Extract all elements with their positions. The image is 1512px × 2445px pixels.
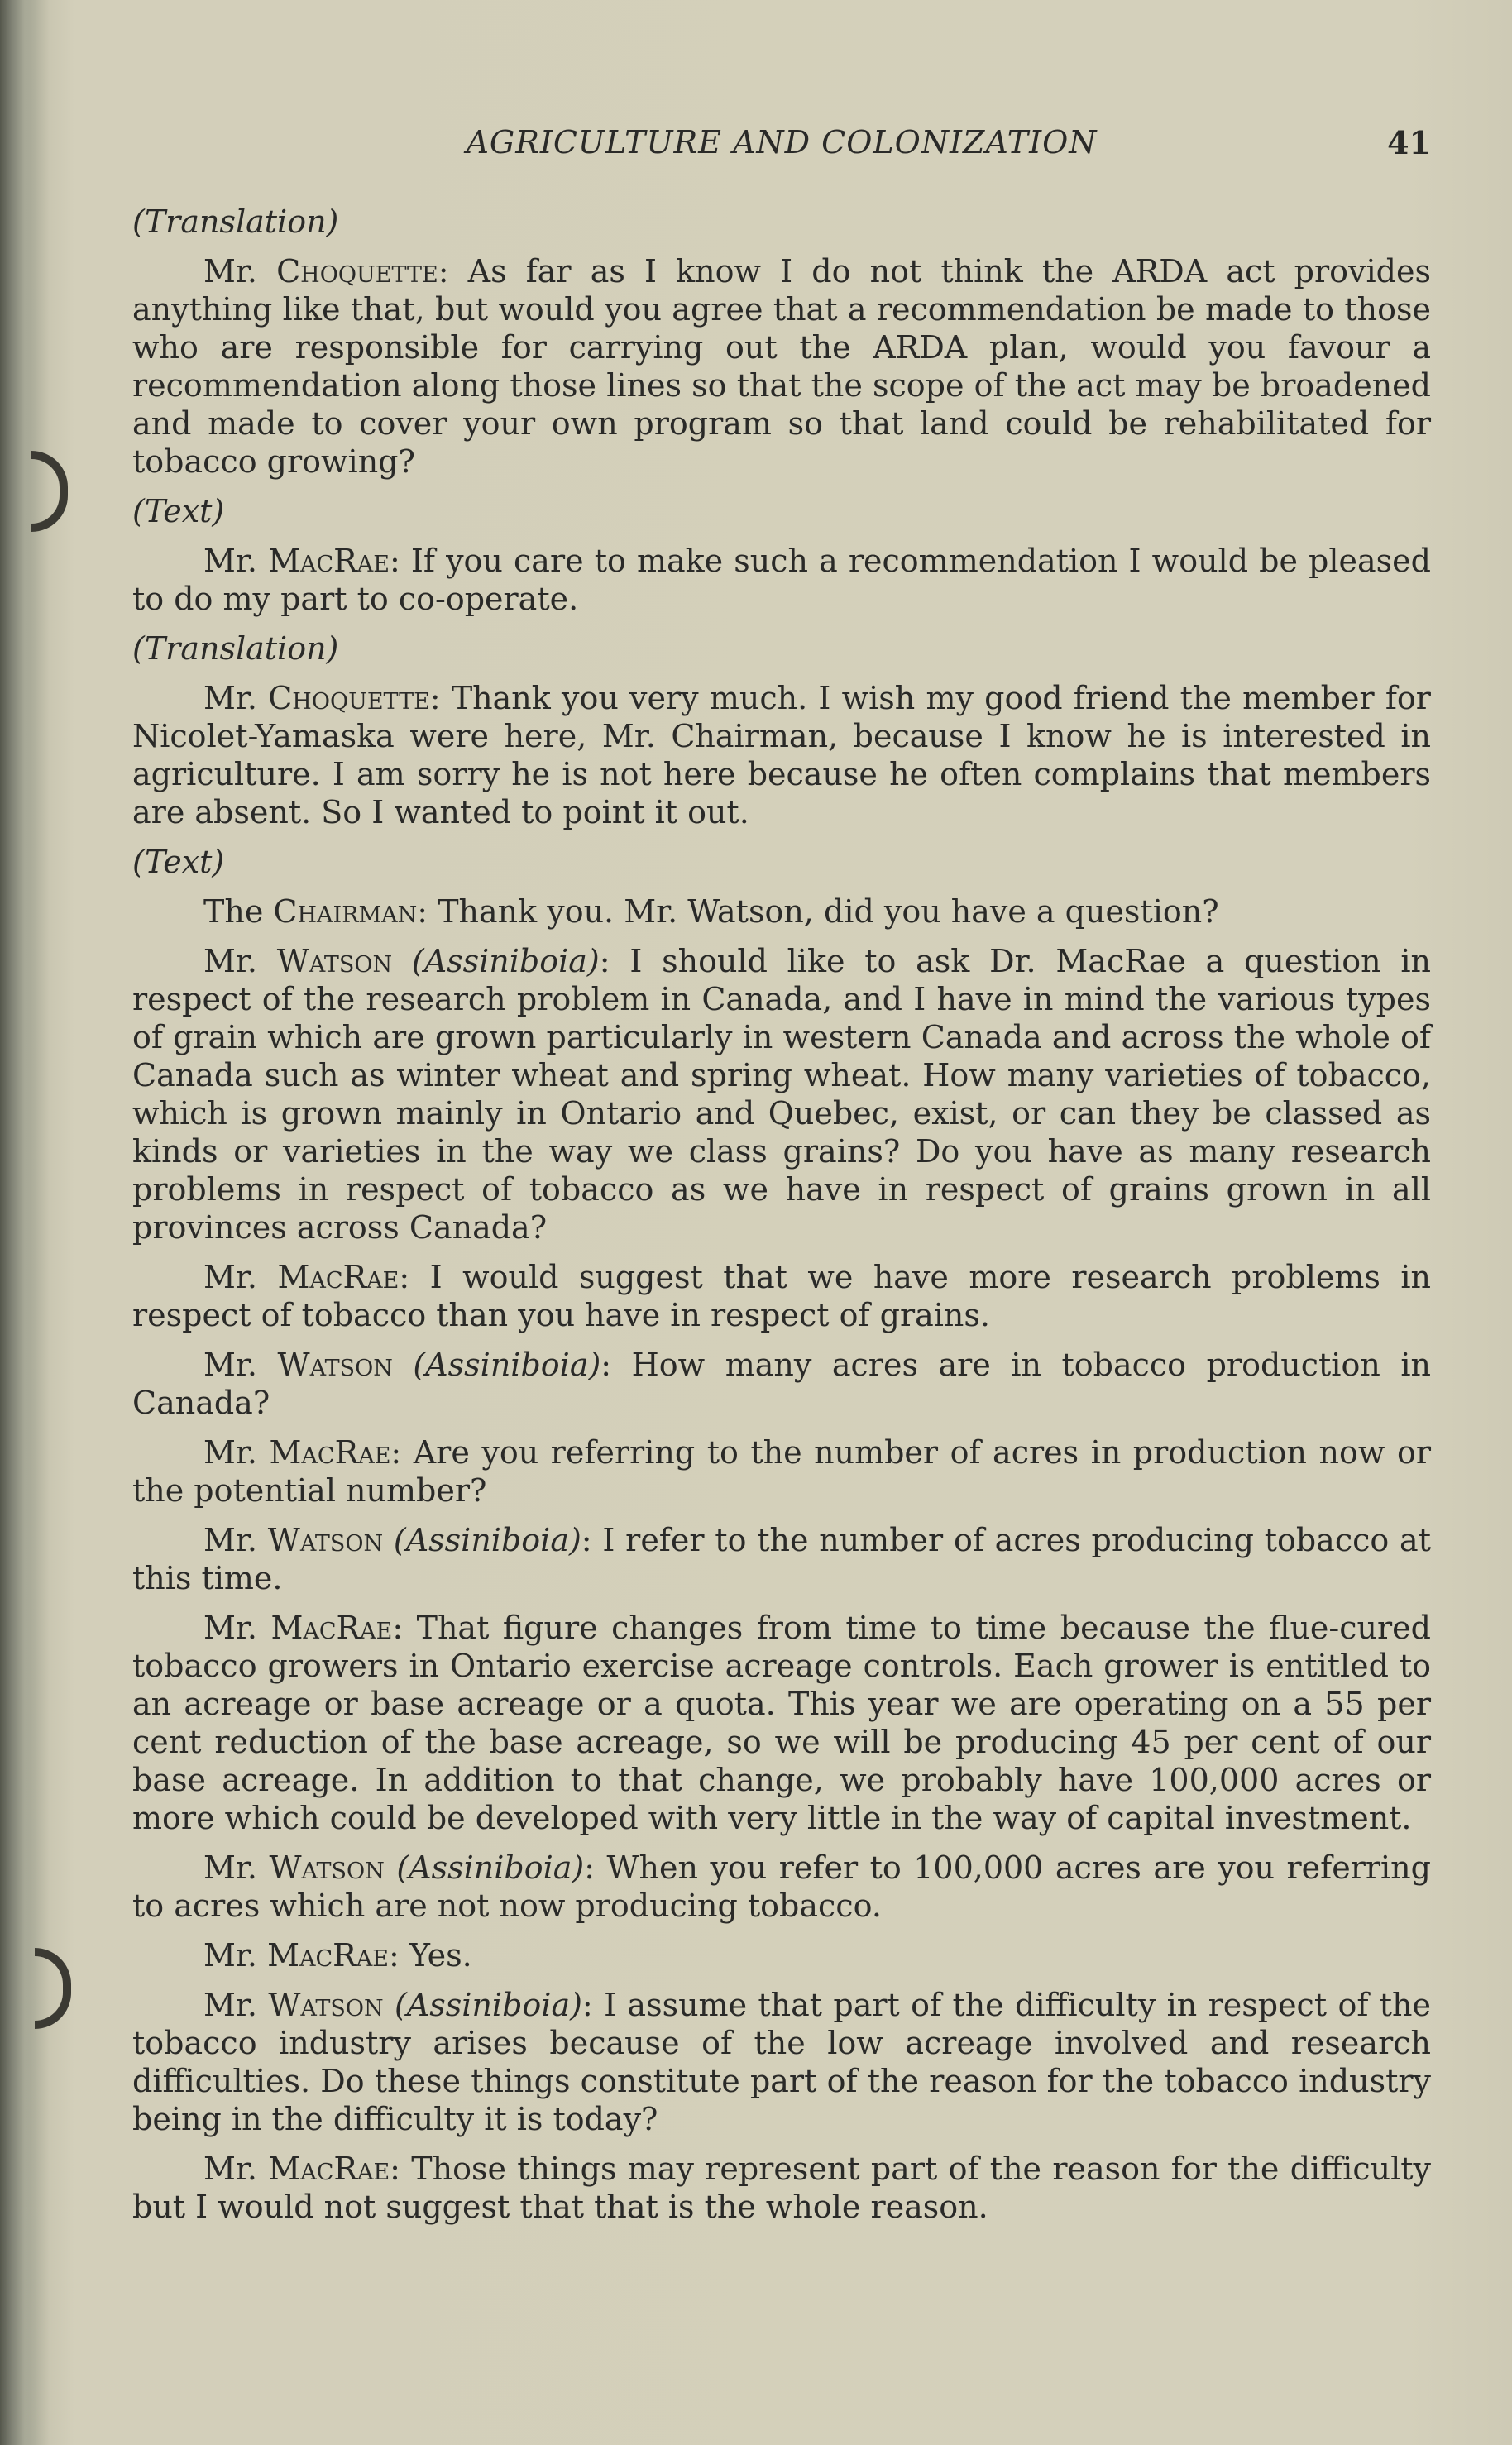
speech-text: Yes.	[409, 1937, 472, 1974]
speaker-honorific: Mr.	[203, 1987, 257, 2023]
speech-text: When you refer to 100,000 acres are you referring to acres which are not now producing tobacco.	[132, 1849, 1431, 1924]
speaker-honorific: Mr.	[203, 2151, 257, 2187]
speaker-honorific: Mr.	[203, 943, 257, 979]
language-label: (Text)	[132, 844, 225, 880]
speech-paragraph: Mr. Watson (Assiniboia): I refer to the number of acres producing tobacco at this time.	[132, 1522, 1431, 1596]
speaker-name: MacRae	[270, 1610, 393, 1646]
speech-text: Thank you. Mr. Watson, did you have a question?	[438, 893, 1219, 930]
speech-paragraph: Mr. MacRae: I would suggest that we have more research problems in respect of tobacco than you have in respect of grains.	[132, 1259, 1431, 1333]
speaker-honorific: The	[203, 893, 264, 930]
page-number: 41	[1387, 124, 1431, 161]
binding-spine	[0, 0, 50, 2445]
speaker-honorific: Mr.	[203, 253, 257, 289]
speaker-name: Watson	[269, 1849, 385, 1886]
speaker-riding: (Assiniboia)	[413, 1347, 601, 1383]
binder-ring	[35, 1948, 71, 2029]
speaker-honorific: Mr.	[203, 680, 257, 716]
speech-paragraph: Mr. MacRae: If you care to make such a recommendation I would be pleased to do my part to co-operate.	[132, 543, 1431, 617]
speech-paragraph: The Chairman: Thank you. Mr. Watson, did you have a question?	[203, 893, 1219, 930]
speech-paragraph: Mr. Choquette: Thank you very much. I wish my good friend the member for Nicolet-Yamaska were here, Mr. Chairman, because I know he is interested in agriculture. I am sorry he is not here because he often complains that members are absent. So I wanted to point it out.	[132, 680, 1431, 830]
speech-paragraph: Mr. MacRae: Are you referring to the number of acres in production now or the potential number?	[132, 1434, 1431, 1509]
speech-text: I should like to ask Dr. MacRae a question in respect of the research problem in Canada, and I have in mind the various types of grain which are grown particularly in western Canada and across the whole of Canada such as winter wheat and spring wheat. How many varieties of tobacco, which is grown mainly in Ontario and Quebec, exist, or can they be classed as kinds or varieties in the way we class grains? Do you have as many research problems in respect of tobacco as we have in respect of grains grown in all provinces across Canada?	[132, 943, 1431, 1246]
speech-text: As far as I know I do not think the ARDA act provides anything like that, but would you agree that a recommendation be made to those who are responsible for carrying out the ARDA plan, would you favour a recommendation along those lines so that the scope of the act may be broadened and made to cover your own program so that land could be rehabilitated for tobacco growing?	[132, 253, 1431, 480]
speech-paragraph: Mr. MacRae: That figure changes from time to time because the flue-cured tobacco growers in Ontario exercise acreage controls. Each grower is entitled to an acreage or base acreage or a quota. This year we are operating on a 55 per cent reduction of the base acreage, so we will be producing 45 per cent of our base acreage. In addition to that change, we probably have 100,000 acres or more which could be developed with very little in the way of capital investment.	[132, 1610, 1431, 1836]
speaker-honorific: Mr.	[203, 1434, 257, 1471]
language-label: (Translation)	[132, 630, 339, 667]
speaker-name: MacRae	[268, 543, 390, 579]
speaker-name: MacRae	[267, 1937, 389, 1974]
speaker-name: Chairman	[273, 893, 418, 930]
speaker-riding: (Assiniboia)	[411, 943, 600, 979]
speech-paragraph: Mr. Watson (Assiniboia): I assume that part of the difficulty in respect of the tobacco industry arises because of the low acreage involved and research difficulties. Do these things constitute part of the reason for the tobacco industry being in the difficulty it is today?	[132, 1987, 1431, 2137]
binder-ring	[31, 451, 68, 532]
speaker-honorific: Mr.	[203, 1259, 257, 1295]
speaker-name: Choquette	[268, 680, 430, 716]
speech-paragraph: Mr. Watson (Assiniboia): I should like to ask Dr. MacRae a question in respect of the research problem in Canada, and I have in mind the various types of grain which are grown particularly in western Canada and across the whole of Canada such as winter wheat and spring wheat. How many varieties of tobacco, which is grown mainly in Ontario and Quebec, exist, or can they be classed as kinds or varieties in the way we class grains? Do you have as many research problems in respect of tobacco as we have in respect of grains grown in all provinces across Canada?	[132, 943, 1431, 1246]
speech-text: I would suggest that we have more research problems in respect of tobacco than you have in respect of grains.	[132, 1259, 1431, 1333]
page-header	[132, 124, 1431, 174]
speech-text: I refer to the number of acres producing tobacco at this time.	[132, 1522, 1431, 1596]
transcript-body	[132, 203, 1431, 2237]
speaker-name: MacRae	[277, 1259, 400, 1295]
speech-text: Those things may represent part of the reason for the difficulty but I would not suggest that that is the whole reason.	[132, 2151, 1431, 2225]
speaker-name: Watson	[276, 943, 393, 979]
speaker-honorific: Mr.	[203, 1849, 257, 1886]
speech-text: If you care to make such a recommendation I would be pleased to do my part to co-operate.	[132, 543, 1431, 617]
speech-text: That figure changes from time to time because the flue-cured tobacco growers in Ontario exercise acreage controls. Each grower is entitled to an acreage or base acreage or a quota. This year we are operating on a 55 per cent reduction of the base acreage, so we will be producing 45 per cent of our base acreage. In addition to that change, we probably have 100,000 acres or more which could be developed with very little in the way of capital investment.	[132, 1610, 1431, 1836]
speaker-name: Watson	[268, 1987, 384, 2023]
language-label: (Text)	[132, 493, 225, 529]
speech-text: How many acres are in tobacco production in Canada?	[132, 1347, 1431, 1421]
speech-text: I assume that part of the difficulty in respect of the tobacco industry arises because of the low acreage involved and research difficulties. Do these things constitute part of the reason for the tobacco industry being in the difficulty it is today?	[132, 1987, 1431, 2137]
speech-text: Thank you very much. I wish my good friend the member for Nicolet-Yamaska were here, Mr. Chairman, because I know he is interested in agriculture. I am sorry he is not here because he often complains that members are absent. So I wanted to point it out.	[132, 680, 1431, 830]
speech-paragraph: Mr. MacRae: Those things may represent part of the reason for the difficulty but I would not suggest that that is the whole reason.	[132, 2151, 1431, 2225]
speaker-name: Choquette	[276, 253, 438, 289]
speaker-name: MacRae	[268, 2151, 390, 2187]
speaker-riding: (Assiniboia)	[395, 1987, 582, 2023]
language-label: (Translation)	[132, 203, 339, 240]
speaker-honorific: Mr.	[203, 1522, 257, 1558]
speaker-name: Watson	[267, 1522, 384, 1558]
speech-paragraph: Mr. Choquette: As far as I know I do not think the ARDA act provides anything like that, but would you agree that a recommendation be made to those who are responsible for carrying out the ARDA plan, would you favour a recommendation along those lines so that the scope of the act may be broadened and made to cover your own program so that land could be rehabilitated for tobacco growing?	[132, 253, 1431, 480]
speech-paragraph: Mr. MacRae: Yes.	[203, 1937, 472, 1974]
running-title: AGRICULTURE AND COLONIZATION	[466, 124, 1098, 160]
speech-paragraph: Mr. Watson (Assiniboia): How many acres are in tobacco production in Canada?	[132, 1347, 1431, 1421]
speaker-honorific: Mr.	[203, 1937, 257, 1974]
speaker-honorific: Mr.	[203, 1610, 257, 1646]
speaker-honorific: Mr.	[203, 1347, 257, 1383]
speaker-name: Watson	[277, 1347, 393, 1383]
speaker-name: MacRae	[269, 1434, 391, 1471]
speaker-riding: (Assiniboia)	[393, 1522, 581, 1558]
speaker-riding: (Assiniboia)	[396, 1849, 585, 1886]
speaker-honorific: Mr.	[203, 543, 257, 579]
speech-text: Are you referring to the number of acres in production now or the potential number?	[132, 1434, 1431, 1509]
speech-paragraph: Mr. Watson (Assiniboia): When you refer to 100,000 acres are you referring to acres which are not now producing tobacco.	[132, 1849, 1431, 1924]
